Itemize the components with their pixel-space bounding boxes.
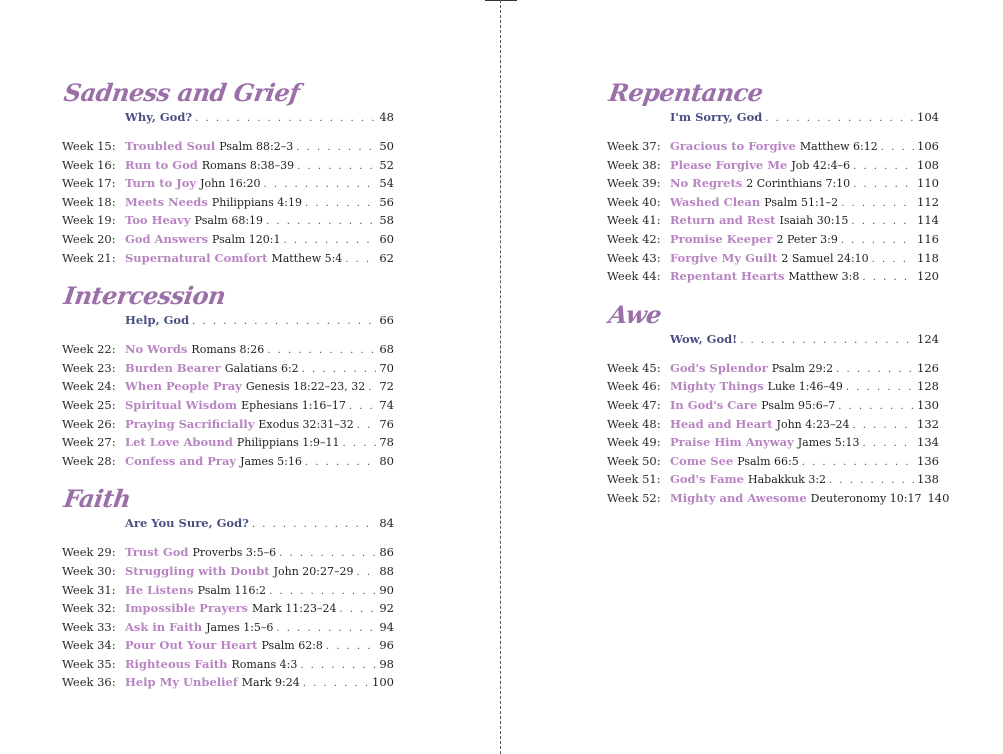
page-number: 88 (379, 563, 394, 578)
dot-leader (356, 564, 376, 583)
page-number: 92 (379, 601, 394, 616)
scripture-reference: Psalm 62:8 (261, 639, 323, 653)
scripture-reference: Job 42:4–6 (791, 158, 851, 172)
dot-leader (302, 361, 377, 380)
section-gap (62, 267, 394, 281)
scripture-reference: Isaiah 30:15 (779, 214, 849, 228)
entry-title: Help My Unbelief (125, 675, 238, 690)
intro-title: Are You Sure, God? (125, 516, 249, 531)
section-gap (62, 470, 394, 484)
toc-entry[interactable] (62, 673, 394, 692)
intro-title: Wow, God! (670, 331, 738, 346)
toc-entry[interactable] (62, 156, 394, 175)
week-label: Week 42: (607, 231, 661, 246)
page-number: 68 (379, 342, 394, 357)
dot-leader (267, 342, 376, 361)
scripture-reference: Romans 8:38–39 (201, 158, 295, 172)
week-label: Week 16: (62, 157, 116, 172)
right-page (607, 78, 950, 522)
scripture-reference: James 1:5–6 (206, 620, 274, 634)
scripture-reference: 2 Corinthians 7:10 (746, 177, 851, 191)
dot-leader (263, 176, 376, 195)
page-number: 100 (372, 675, 394, 690)
page-number: 130 (917, 397, 939, 412)
page-number: 72 (379, 379, 394, 394)
section-gap (607, 508, 939, 522)
toc-entry[interactable] (62, 211, 394, 230)
dot-leader (303, 675, 369, 694)
entry-title: No Words (125, 342, 188, 357)
toc-section (62, 281, 394, 484)
toc-entry[interactable] (607, 489, 950, 508)
dot-leader (863, 435, 915, 454)
scripture-reference: Psalm 68:19 (194, 214, 264, 228)
toc-entry[interactable] (62, 452, 394, 471)
dot-leader (195, 110, 376, 128)
toc-entry[interactable] (62, 433, 394, 452)
dot-leader (279, 545, 376, 564)
week-label: Week 33: (62, 619, 116, 634)
toc-entry[interactable] (607, 211, 939, 230)
page-number: 50 (379, 139, 394, 153)
scripture-reference: John 4:23–24 (776, 417, 850, 431)
page-number: 116 (917, 231, 939, 246)
page-number: 120 (917, 269, 939, 284)
dot-leader (841, 232, 914, 251)
page-number: 48 (379, 110, 394, 124)
page-fold-divider (500, 0, 501, 754)
dot-leader (284, 232, 377, 251)
toc-entry[interactable] (62, 230, 394, 249)
dot-leader (357, 417, 377, 436)
scripture-reference: Matthew 6:12 (799, 140, 878, 153)
week-label: Week 37: (607, 139, 661, 153)
week-label: Week 51: (607, 472, 661, 487)
page-number: 94 (379, 619, 394, 634)
section-intro-entry[interactable] (125, 108, 394, 126)
page-number: 128 (917, 379, 939, 394)
toc-section (607, 299, 950, 522)
week-label: Week 36: (62, 675, 116, 690)
week-label: Week 15: (62, 139, 116, 153)
entry-title: Gracious to Forgive (670, 139, 796, 153)
page-number: 126 (917, 360, 939, 375)
week-label: Week 26: (62, 416, 116, 431)
dot-leader (252, 516, 376, 534)
dot-leader (852, 417, 914, 436)
page-number: 98 (379, 656, 394, 671)
week-label: Week 40: (607, 194, 661, 209)
toc-entry[interactable] (607, 230, 939, 249)
entry-title: Head and Heart (670, 416, 773, 431)
entry-title: Run to God (125, 157, 198, 172)
entry-title: Troubled Soul (125, 139, 216, 153)
page-number: 136 (917, 453, 939, 468)
week-label: Week 25: (62, 397, 116, 412)
week-label: Week 34: (62, 638, 116, 653)
scripture-reference: Matthew 5:4 (271, 251, 343, 265)
week-label: Week 27: (62, 435, 116, 450)
page-number: 90 (379, 582, 394, 597)
scripture-reference: Genesis 18:22–23, 32 (245, 380, 366, 394)
entry-title: No Regrets (670, 176, 743, 191)
page-number: 76 (379, 416, 394, 431)
week-label: Week 41: (607, 213, 661, 228)
page-number: 140 (927, 490, 950, 505)
scripture-reference: Philippians 4:19 (211, 195, 302, 209)
dot-leader (841, 195, 914, 214)
week-label: Week 39: (607, 176, 661, 191)
dot-leader (339, 601, 376, 620)
week-label: Week 23: (62, 360, 116, 375)
toc-entry[interactable] (62, 618, 394, 637)
toc-entry[interactable] (62, 415, 394, 434)
toc-section (62, 78, 394, 281)
dot-leader (851, 213, 914, 232)
scripture-reference: Exodus 32:31–32 (258, 417, 354, 431)
entry-title: Spiritual Wisdom (125, 397, 238, 412)
scripture-reference: Ephesians 1:16–17 (241, 398, 346, 412)
entry-title: Pour Out Your Heart (125, 638, 258, 653)
dot-leader (853, 158, 914, 177)
toc-section (607, 78, 939, 300)
page-number: 112 (917, 194, 939, 209)
intro-title: Help, God (125, 313, 190, 328)
scripture-reference: James 5:13 (797, 436, 860, 450)
toc-entry[interactable] (607, 156, 939, 175)
dot-leader (276, 620, 376, 639)
entry-title: God Answers (125, 231, 209, 246)
entry-title: Repentant Hearts (670, 269, 785, 284)
scripture-reference: Psalm 120:1 (212, 232, 281, 246)
week-label: Week 44: (607, 269, 661, 284)
week-label: Week 17: (62, 176, 116, 191)
toc-entry[interactable] (62, 193, 394, 212)
section-intro-entry[interactable] (125, 311, 394, 329)
entry-title: Praise Him Anyway (670, 435, 794, 450)
page-number: 60 (379, 231, 394, 246)
section-heading: Sadness and Grief (62, 78, 302, 107)
entry-title: Supernatural Comfort (125, 250, 268, 265)
page-number: 66 (379, 313, 394, 328)
toc-entry[interactable] (62, 340, 394, 359)
entry-title: God's Splendor (670, 360, 768, 375)
toc-entry[interactable] (607, 249, 939, 268)
section-gap (62, 692, 394, 706)
toc-entry[interactable] (62, 137, 394, 156)
toc-section (62, 484, 394, 706)
week-label: Week 50: (607, 453, 661, 468)
entry-title: He Listens (125, 582, 194, 597)
dot-leader (838, 398, 914, 417)
scripture-reference: 2 Peter 3:9 (776, 232, 838, 246)
entry-title: When People Pray (125, 379, 242, 394)
toc-entry[interactable] (62, 249, 394, 268)
week-label: Week 19: (62, 213, 116, 228)
scripture-reference: Psalm 95:6–7 (761, 398, 836, 412)
week-label: Week 35: (62, 656, 116, 671)
toc-entry[interactable] (62, 377, 394, 396)
week-label: Week 21: (62, 250, 116, 265)
dot-leader (853, 176, 914, 195)
entry-title: God's Fame (670, 472, 745, 487)
entry-title: Please Forgive Me (670, 157, 788, 172)
intro-title: Why, God? (125, 110, 193, 124)
section-intro-entry[interactable] (125, 514, 394, 532)
scripture-reference: Mark 9:24 (241, 676, 300, 690)
scripture-reference: Luke 1:46–49 (767, 380, 843, 394)
scripture-reference: Matthew 3:8 (788, 270, 860, 284)
dot-leader (305, 454, 376, 473)
entry-title: Come See (670, 453, 734, 468)
toc-entry[interactable] (62, 581, 394, 600)
entry-title: Meets Needs (125, 194, 208, 209)
page-number: 78 (379, 435, 394, 450)
entry-title: Promise Keeper (670, 231, 773, 246)
section-heading: Repentance (607, 78, 765, 107)
section-heading: Awe (607, 299, 664, 329)
toc-entry[interactable] (607, 452, 939, 471)
week-label: Week 47: (607, 397, 661, 412)
intro-title: I'm Sorry, God (670, 110, 763, 124)
scripture-reference: John 16:20 (200, 177, 261, 191)
section-heading: Intercession (62, 281, 228, 311)
page-number: 54 (379, 176, 394, 191)
entry-title: Struggling with Doubt (125, 563, 270, 578)
page-number: 104 (917, 110, 939, 124)
left-page (62, 78, 394, 706)
toc-entry[interactable] (607, 359, 939, 378)
section-intro-entry[interactable] (670, 330, 939, 348)
entry-title: Mighty Things (670, 379, 764, 394)
dot-leader (326, 638, 376, 657)
dot-leader (266, 213, 376, 232)
entry-title: Righteous Faith (125, 656, 228, 671)
week-label: Week 43: (607, 250, 661, 265)
entry-title: Let Love Abound (125, 435, 233, 450)
entry-title: Mighty and Awesome (670, 490, 807, 505)
page-number: 52 (379, 157, 394, 172)
toc-entry[interactable] (62, 636, 394, 655)
week-label: Week 22: (62, 342, 116, 357)
scripture-reference: Romans 8:26 (191, 343, 265, 357)
dot-leader (836, 361, 914, 380)
entry-title: Return and Rest (670, 213, 776, 228)
scripture-reference: Philippians 1:9–11 (236, 436, 340, 450)
dot-leader (296, 139, 376, 158)
dot-leader (765, 110, 914, 128)
toc-entry[interactable] (607, 377, 939, 396)
section-intro-entry[interactable] (670, 108, 939, 126)
page-number: 114 (917, 213, 939, 228)
toc-entry[interactable] (62, 359, 394, 378)
scripture-reference: Romans 4:3 (231, 657, 298, 671)
page-number: 58 (379, 213, 394, 228)
page-number: 106 (917, 139, 939, 153)
entry-title: Praying Sacrificially (125, 416, 255, 431)
entry-title: Washed Clean (670, 194, 761, 209)
week-label: Week 48: (607, 416, 661, 431)
toc-entry[interactable] (607, 433, 939, 452)
scripture-reference: Psalm 66:5 (737, 454, 799, 468)
scripture-reference: Mark 11:23–24 (252, 602, 337, 616)
entry-title: Impossible Prayers (125, 601, 248, 616)
toc-entry[interactable] (62, 174, 394, 193)
page-number: 70 (379, 360, 394, 375)
scripture-reference: Habakkuk 3:2 (748, 473, 827, 487)
page-number: 132 (917, 416, 939, 431)
week-label: Week 28: (62, 453, 116, 468)
toc-entry[interactable] (62, 543, 394, 562)
scripture-reference: Deuteronomy 10:17 (810, 491, 922, 505)
toc-entry[interactable] (62, 599, 394, 618)
scripture-reference: Proverbs 3:5–6 (192, 546, 277, 560)
page-number: 118 (917, 250, 939, 265)
dot-leader (862, 269, 914, 288)
week-label: Week 46: (607, 379, 661, 394)
page-number: 138 (917, 472, 939, 487)
toc-entry[interactable] (607, 396, 939, 415)
page-number: 74 (379, 397, 394, 412)
entry-title: Burden Bearer (125, 360, 221, 375)
toc-entry[interactable] (607, 193, 939, 212)
dot-leader (740, 332, 914, 350)
page-number: 80 (379, 453, 394, 468)
page-number: 86 (379, 545, 394, 560)
week-label: Week 32: (62, 601, 116, 616)
page-number: 124 (917, 331, 939, 346)
scripture-reference: James 5:16 (240, 454, 302, 468)
toc-entry[interactable] (62, 655, 394, 674)
entry-title: Confess and Pray (125, 453, 237, 468)
dot-leader (297, 158, 376, 177)
section-heading: Faith (62, 484, 133, 514)
page-number: 96 (379, 638, 394, 653)
page-number: 134 (917, 435, 939, 450)
week-label: Week 24: (62, 379, 116, 394)
week-label: Week 31: (62, 582, 116, 597)
dot-leader (349, 398, 376, 417)
week-label: Week 52: (607, 490, 661, 505)
entry-title: Trust God (125, 545, 189, 560)
scripture-reference: Psalm 116:2 (197, 583, 267, 597)
entry-title: Forgive My Guilt (670, 250, 778, 265)
entry-title: In God's Care (670, 397, 758, 412)
dot-leader (872, 251, 914, 270)
toc-entry[interactable] (607, 137, 939, 156)
week-label: Week 38: (607, 157, 661, 172)
entry-title: Too Heavy (125, 213, 191, 228)
scripture-reference: John 20:27–29 (273, 564, 354, 578)
scripture-reference: 2 Samuel 24:10 (781, 251, 869, 265)
entry-title: Turn to Joy (125, 176, 197, 191)
scripture-reference: Psalm 51:1–2 (764, 195, 839, 209)
dot-leader (881, 139, 914, 158)
week-label: Week 30: (62, 563, 116, 578)
toc-entry[interactable] (607, 174, 939, 193)
section-gap (607, 286, 939, 300)
dot-leader (343, 435, 377, 454)
toc-entry[interactable] (62, 562, 394, 581)
dot-leader (829, 472, 914, 491)
scripture-reference: Galatians 6:2 (224, 361, 299, 375)
page-number: 62 (379, 250, 394, 265)
dot-leader (192, 313, 376, 331)
dot-leader (300, 657, 376, 676)
fold-tick (485, 0, 517, 1)
toc-entry[interactable] (607, 267, 939, 286)
dot-leader (846, 379, 914, 398)
dot-leader (305, 195, 376, 214)
page-number: 84 (379, 516, 394, 531)
toc-entry[interactable] (607, 415, 939, 434)
toc-entry[interactable] (62, 396, 394, 415)
dot-leader (269, 583, 376, 602)
entry-title: Ask in Faith (125, 619, 203, 634)
page-number: 110 (917, 176, 939, 191)
dot-leader (345, 251, 376, 270)
dot-leader (802, 454, 914, 473)
week-label: Week 49: (607, 435, 661, 450)
week-label: Week 20: (62, 231, 116, 246)
page-number: 108 (917, 157, 939, 172)
week-label: Week 45: (607, 360, 661, 375)
scripture-reference: Psalm 29:2 (771, 361, 834, 375)
toc-entry[interactable] (607, 470, 939, 489)
scripture-reference: Psalm 88:2–3 (219, 140, 294, 153)
week-label: Week 29: (62, 545, 116, 560)
dot-leader (368, 379, 376, 398)
page-number: 56 (379, 194, 394, 209)
week-label: Week 18: (62, 194, 116, 209)
